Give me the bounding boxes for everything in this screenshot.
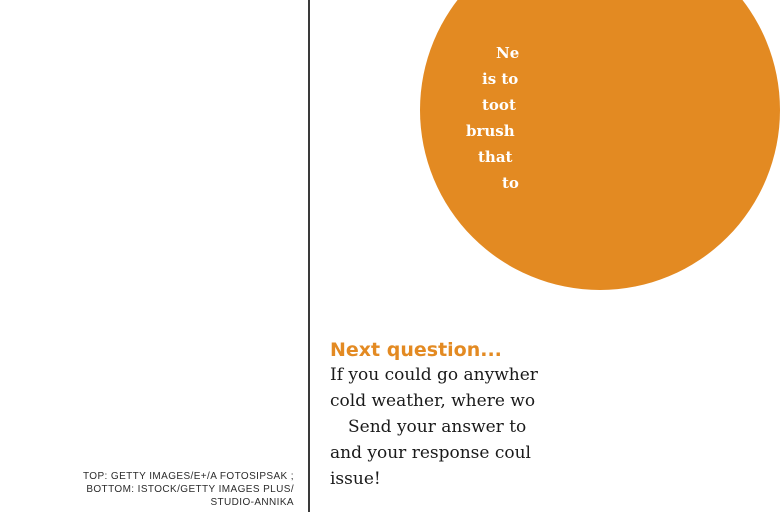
body-line: issue! bbox=[330, 469, 381, 489]
photo-credit-line: TOP: GETTY IMAGES/E+/A FOTOSIPSAK ; bbox=[82, 471, 294, 482]
tip-line: Ne bbox=[496, 44, 520, 62]
tip-line: that bbox=[478, 148, 513, 166]
tip-line: is to bbox=[482, 70, 519, 88]
body-line: and your response coul bbox=[330, 443, 531, 463]
next-question-body bbox=[330, 362, 538, 492]
photo-credit bbox=[83, 470, 294, 509]
photo-credit-line: STUDIO-ANNIKA bbox=[210, 497, 294, 508]
body-line: Send your answer to bbox=[348, 417, 527, 437]
next-question-heading: Next question... bbox=[330, 339, 502, 361]
photo-credit-line: BOTTOM: ISTOCK/GETTY IMAGES PLUS/ bbox=[86, 484, 294, 495]
tip-line: brush bbox=[466, 122, 515, 140]
tip-line: to bbox=[502, 174, 519, 192]
body-line: cold weather, where wo bbox=[330, 391, 536, 411]
tip-circle bbox=[420, 0, 780, 290]
page-divider bbox=[308, 0, 310, 512]
tip-line: toot bbox=[482, 96, 516, 114]
body-line: If you could go anywher bbox=[330, 365, 538, 385]
